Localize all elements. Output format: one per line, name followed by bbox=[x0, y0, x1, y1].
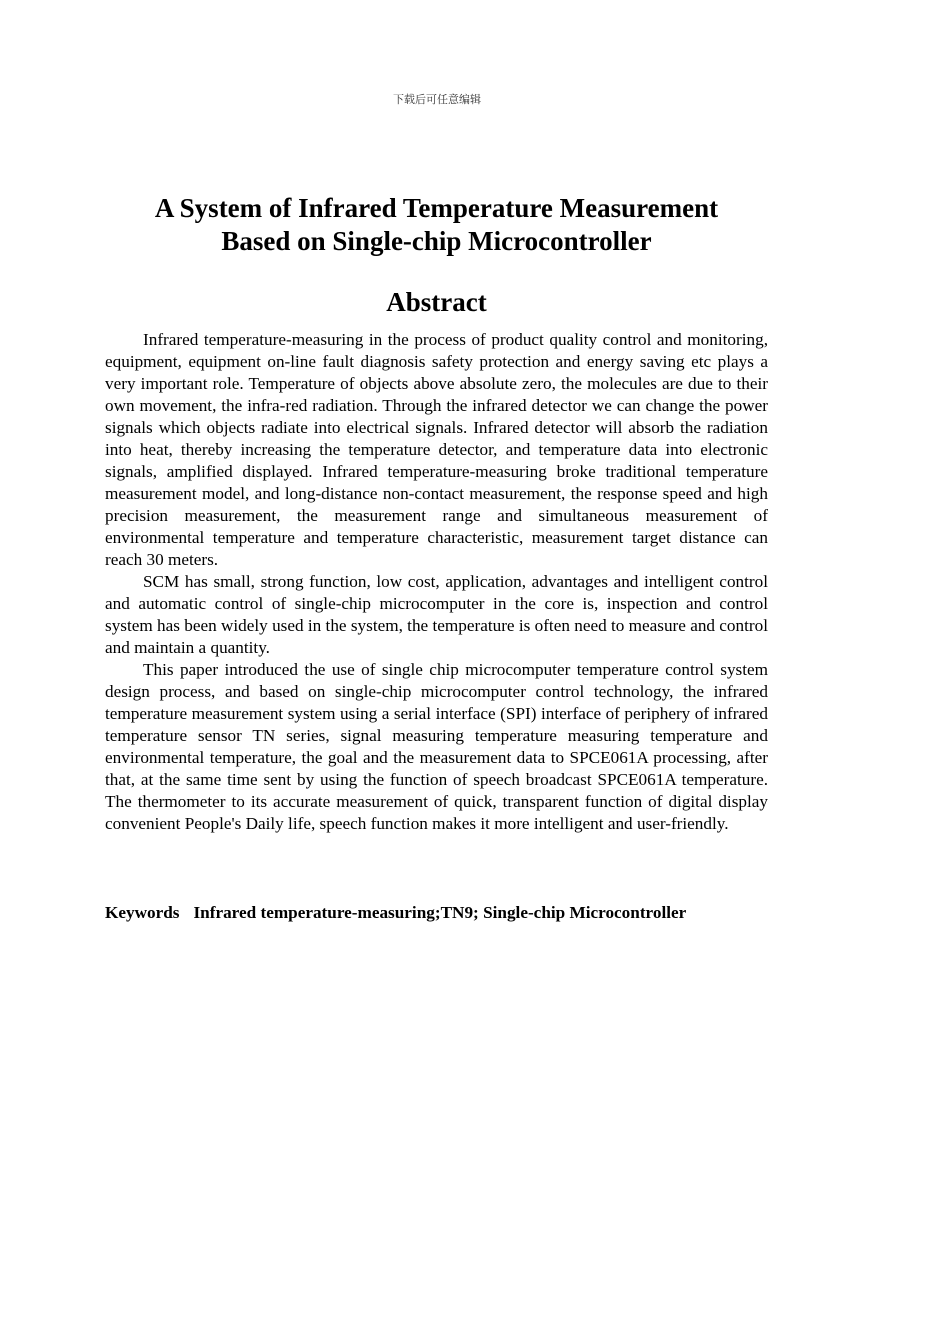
paper-title bbox=[105, 192, 768, 258]
keywords-line bbox=[105, 902, 805, 924]
abstract-paragraph-3: This paper introduced the use of single chip microcomputer temperature control system design process, and based on single-chip microcomputer control technology, the infrared temperature measurement system using a serial interface (SPI) interface of periphery of infrared temperature sensor TN series, signal measuring temperature measuring temperature and environmental temperature, the goal and the measurement data to SPCE061A processing, after that, at the same time sent by using the function of speech broadcast SPCE061A temperature. The thermometer to its accurate measurement of quick, transparent function of digital display convenient People's Daily life, speech function makes it more intelligent and user-friendly. bbox=[105, 660, 768, 833]
header-note: 下载后可任意编辑 bbox=[393, 93, 481, 106]
abstract-paragraph-1: Infrared temperature-measuring in the process of product quality control and monitoring, equipment, equipment on-line fault diagnosis safety protection and energy saving etc plays a very important role. Temperature of objects above absolute zero, the molecules are due to their own movement, the infra-red radiation. Through the infrared detector we can change the power signals which objects radiate into electrical signals. Infrared detector will absorb the radiation into heat, thereby increasing the temperature detector, and temperature data into electronic signals, amplified displayed. Infrared temperature-measuring broke traditional temperature measurement model, and long-distance non-contact measurement, the response speed and high precision measurement, the measurement range and simultaneous measurement of environmental temperature and temperature characteristic, measurement target distance can reach 30 meters. bbox=[105, 330, 768, 569]
keywords-value: Infrared temperature-measuring;TN9; Single-chip Microcontroller bbox=[193, 903, 687, 922]
paper-title-line-2: Based on Single-chip Microcontroller bbox=[221, 226, 652, 256]
abstract-paragraph-2: SCM has small, strong function, low cost, application, advantages and intelligent control and automatic control of single-chip microcomputer in the core is, inspection and control system has been widely used in the system, the temperature is often need to measure and control and maintain a quantity. bbox=[105, 572, 768, 657]
paper-title-line-1: A System of Infrared Temperature Measurement bbox=[154, 193, 719, 223]
abstract-heading: Abstract bbox=[386, 287, 487, 317]
keywords-label: Keywords bbox=[105, 903, 180, 922]
abstract-body bbox=[105, 329, 768, 835]
